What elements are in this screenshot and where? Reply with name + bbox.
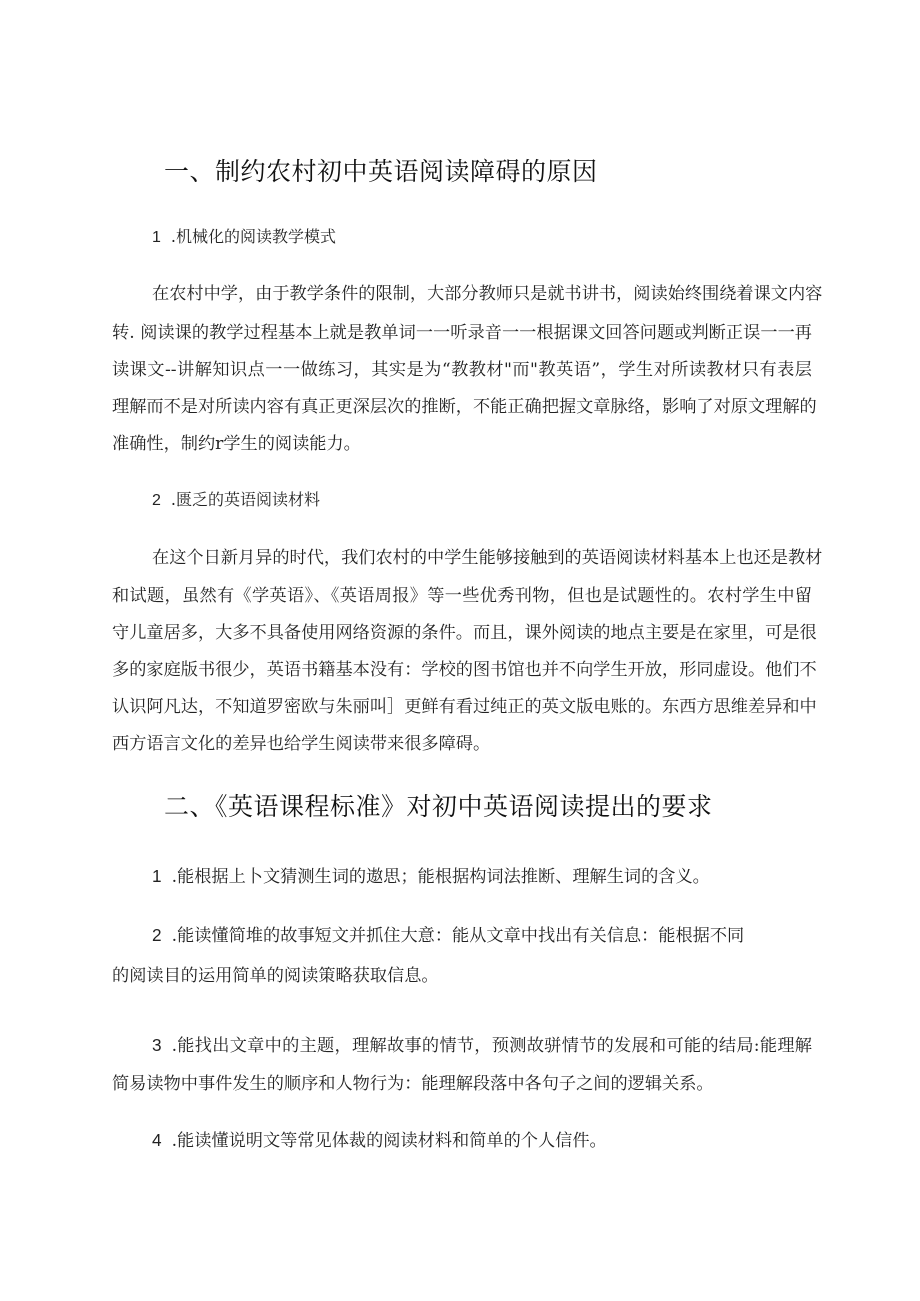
requirement-3-text-line-2: 简易读物中事件发生的顺序和人物行为：能理解段落中各句子之间的逻辑关系。 [112,1074,714,1094]
requirement-4-text: .能读懂说明文等常见体裁的阅读材料和简单的个人信件。 [171,1131,607,1151]
requirement-1-text: .能根据上卜文猜测生词的遨思；能根据构词法推断、理解生词的含义。 [171,867,710,887]
item-1-paragraph-line-2: 转. 阅读课的教学过程基本上就是教单词一一听录音一一根据课文回答问题或判断正误一一再 [112,323,812,343]
item-2-paragraph-line-4: 多的家庭版书很少，英语书籍基本没有：学校的图书馆也并不向学生开放，形同虚设。他们不 [112,660,817,680]
item-1-paragraph-line-5: 准确性，制约r学生的阅读能力。 [112,434,361,454]
requirement-2-number: 2 [152,925,162,945]
requirement-2 [152,921,744,946]
requirement-3 [152,1031,812,1056]
item-2-number: 2 [152,492,161,509]
item-2-paragraph-line-6: 西方语言文化的差异也给学生阅读带来很多障碍。 [112,734,491,754]
item-2-paragraph-line-3: 守儿童居多，大多不具备使用网络资源的条件。而且，课外阅读的地点主要是在家里，可是很 [112,623,817,643]
item-1-number: 1 [152,229,161,246]
section-1-heading: 一、制约农村初中英语阅读障碍的原因 [164,157,598,186]
section-2-heading: 二、《英语课程标准》对初中英语阅读提出的要求 [164,792,713,821]
requirement-3-number: 3 [152,1035,162,1055]
item-1-paragraph-line-3: 读课文--讲解知识点一一做练习，其实是为“教教材"而"教英语”，学生对所读教材只有表层 [112,360,812,380]
item-2-paragraph-line-2: 和试题，虽然有《学英语》、《英语周报》等一些优秀刊物，但也是试题性的。农村学生中留 [112,586,812,606]
item-1-paragraph-line-1: 在农村中学，由于教学条件的限制，大部分教师只是就书讲书，阅读始终围绕着课文内容 [152,284,823,304]
requirement-1 [152,862,710,887]
requirement-4-number: 4 [152,1130,162,1150]
requirement-4 [152,1126,607,1151]
requirement-3-text-line-1: .能找出文章中的主题，理解故事的情节，预测故骈情节的发展和可能的结局:能理解 [171,1036,812,1056]
item-1-paragraph-line-4: 理解而不是对所读内容有真正更深层次的推断，不能正确把握文章脉络，影响了对原文理解的 [112,397,817,417]
requirement-1-number: 1 [152,866,162,886]
item-2-title: .匮乏的英语阅读材料 [170,490,320,509]
requirement-2-text-line-2: 的阅读目的运用简单的阅读策略获取信息。 [112,966,439,986]
item-2-paragraph-line-1: 在这个日新月异的时代，我们农村的中学生能够接触到的英语阅读材料基本上也还是教材 [152,548,823,568]
item-2-paragraph-line-5: 认识阿凡达，不知道罗密欧与朱丽叫］更鲜有看过纯正的英文版电账的。东西方思维差异和中 [112,697,817,717]
item-1-subheading [152,224,336,247]
item-2-subheading [152,487,320,510]
item-1-title: .机械化的阅读教学模式 [170,227,336,246]
requirement-2-text-line-1: .能读懂简堆的故事短文并抓住大意：能从文章中找出有关信息：能根据不同 [171,926,745,946]
